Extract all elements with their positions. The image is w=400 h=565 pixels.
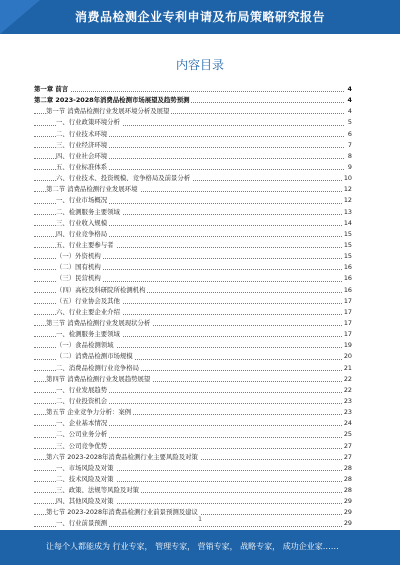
toc-entry-page: 29 — [343, 508, 352, 517]
toc-entry-title: 第二章 2023-2028年消费品检测市场展望及趋势预测 — [34, 96, 190, 105]
toc-entry-title: 三、行业收入规模 — [56, 218, 108, 227]
dot-leader — [34, 91, 344, 92]
toc-entry-page: 16 — [343, 274, 352, 283]
toc-entry-page: 21 — [343, 363, 352, 372]
table-of-contents — [34, 84, 352, 541]
toc-entry[interactable] — [34, 184, 352, 195]
toc-entry-title: 三、公司竞争优势 — [56, 441, 108, 450]
toc-entry[interactable] — [34, 496, 352, 507]
toc-entry-page: 4 — [347, 107, 352, 116]
toc-entry[interactable] — [34, 329, 352, 340]
toc-entry[interactable] — [34, 95, 352, 106]
toc-entry-title: （一）食品检测领域 — [56, 341, 114, 350]
toc-entry-title: 二、行业投资机会 — [56, 396, 108, 405]
toc-entry[interactable] — [34, 429, 352, 440]
toc-entry[interactable] — [34, 262, 352, 273]
toc-entry[interactable] — [34, 463, 352, 474]
toc-entry-page: 17 — [343, 318, 352, 327]
toc-entry-page: 13 — [343, 207, 352, 216]
toc-entry[interactable] — [34, 318, 352, 329]
toc-entry-page: 5 — [347, 118, 352, 127]
toc-entry[interactable] — [34, 173, 352, 184]
toc-entry[interactable] — [34, 285, 352, 296]
toc-entry-title: 第一节 消费品检测行业发展环境分析及展望 — [46, 107, 170, 116]
toc-entry[interactable] — [34, 229, 352, 240]
footer-slogan: 让每个人都能成为 行业专家， 管理专家， 营销专家， 战略专家， 成功企业家…… — [46, 542, 339, 551]
toc-entry-title: 第二节 消费品检测行业发展环境 — [46, 185, 138, 194]
toc-entry-page: 15 — [343, 229, 352, 238]
toc-entry-title: 四、其他风险及对策 — [56, 497, 114, 506]
toc-entry-page: 27 — [343, 441, 352, 450]
toc-entry-page: 6 — [347, 129, 352, 138]
toc-entry-page: 17 — [343, 296, 352, 305]
toc-entry[interactable] — [34, 485, 352, 496]
toc-entry-title: 三、政策、法规等风险及对策 — [56, 486, 140, 495]
toc-entry[interactable] — [34, 195, 352, 206]
toc-entry-page: 12 — [343, 185, 352, 194]
toc-entry[interactable] — [34, 129, 352, 140]
toc-entry-title: 五、行业主要参与者 — [56, 240, 114, 249]
toc-entry[interactable] — [34, 240, 352, 251]
toc-entry-title: （一）外资机构 — [56, 252, 101, 261]
toc-entry-title: （四）高校及科研院所检测机构 — [56, 285, 146, 294]
toc-entry[interactable] — [34, 273, 352, 284]
toc-entry[interactable] — [34, 162, 352, 173]
toc-entry-page: 17 — [343, 307, 352, 316]
toc-entry-title: 一、企业基本情况 — [56, 419, 108, 428]
toc-entry-page: 23 — [343, 408, 352, 417]
toc-entry-title: 一、行业政策环境分析 — [56, 118, 120, 127]
toc-entry-page: 16 — [343, 263, 352, 272]
toc-entry-page: 28 — [343, 486, 352, 495]
toc-entry-title: 五、行业标准体系 — [56, 162, 108, 171]
toc-entry[interactable] — [34, 396, 352, 407]
toc-entry-title: 一、行业发展趋势 — [56, 385, 108, 394]
toc-entry-title: 二、公司业务分析 — [56, 430, 108, 439]
toc-entry-page: 28 — [343, 474, 352, 483]
toc-entry-page: 4 — [347, 96, 352, 105]
toc-entry[interactable] — [34, 307, 352, 318]
toc-entry[interactable] — [34, 452, 352, 463]
toc-entry[interactable] — [34, 441, 352, 452]
toc-entry-title: （五）行业协会及其他 — [56, 296, 120, 305]
toc-entry-page: 28 — [343, 463, 352, 472]
toc-entry-page: 23 — [343, 396, 352, 405]
toc-entry-title: 二、行业技术环境 — [56, 129, 108, 138]
toc-entry[interactable] — [34, 140, 352, 151]
toc-entry[interactable] — [34, 296, 352, 307]
toc-entry-title: （二）消费品检测市场规模 — [56, 352, 133, 361]
toc-entry[interactable] — [34, 207, 352, 218]
toc-entry-title: （三）民营机构 — [56, 274, 101, 283]
toc-entry[interactable] — [34, 385, 352, 396]
toc-entry[interactable] — [34, 351, 352, 362]
toc-entry-page: 9 — [347, 162, 352, 171]
toc-entry-title: 第五节 企业竞争力分析：案例 — [46, 408, 132, 417]
toc-entry-page: 29 — [343, 497, 352, 506]
toc-entry[interactable] — [34, 363, 352, 374]
toc-entry-page: 27 — [343, 452, 352, 461]
toc-entry-page: 29 — [343, 519, 352, 528]
toc-entry-title: 四、行业社会环境 — [56, 151, 108, 160]
page-number: 1 — [198, 516, 202, 523]
toc-entry-title: 第七节 2023-2028年消费品检测行业前景预测及建议 — [46, 508, 198, 517]
toc-title: 内容目录 — [175, 58, 224, 72]
toc-entry-title: 第四节 消费品检测行业发展趋势展望 — [46, 374, 151, 383]
toc-entry-title: 第三节 消费品检测行业发展现状分析 — [46, 318, 151, 327]
toc-entry-title: 三、行业经济环境 — [56, 140, 108, 149]
toc-entry-page: 17 — [343, 330, 352, 339]
toc-entry-page: 15 — [343, 240, 352, 249]
toc-entry[interactable] — [34, 374, 352, 385]
toc-entry-page: 10 — [343, 174, 352, 183]
toc-entry-page: 24 — [343, 419, 352, 428]
toc-entry[interactable] — [34, 117, 352, 128]
toc-entry-page: 19 — [343, 341, 352, 350]
toc-entry-title: （二）国有机构 — [56, 263, 101, 272]
toc-entry-page: 22 — [343, 385, 352, 394]
toc-entry-title: 二、技术风险及对策 — [56, 474, 114, 483]
toc-entry-page: 12 — [343, 196, 352, 205]
toc-entry-title: 第一章 前言 — [34, 85, 69, 93]
toc-entry[interactable] — [34, 151, 352, 162]
toc-entry-title: 二、检测服务主要领域 — [56, 207, 120, 216]
toc-entry-page: 14 — [343, 218, 352, 227]
toc-entry-title: 一、市场风险及对策 — [56, 463, 114, 472]
toc-entry[interactable] — [34, 340, 352, 351]
toc-entry[interactable] — [34, 474, 352, 485]
toc-entry-title: 二、消费品检测行业竞争格局 — [56, 363, 140, 372]
toc-entry[interactable] — [34, 407, 352, 418]
toc-entry-page: 20 — [343, 352, 352, 361]
toc-entry-title: 六、行业主要企业介绍 — [56, 307, 120, 316]
toc-entry-page: 16 — [343, 285, 352, 294]
toc-entry[interactable] — [34, 418, 352, 429]
toc-entry[interactable] — [34, 251, 352, 262]
toc-entry[interactable] — [34, 84, 352, 95]
toc-entry[interactable] — [34, 218, 352, 229]
toc-entry-page: 7 — [347, 140, 352, 149]
toc-entry-page: 25 — [343, 430, 352, 439]
report-title: 消费品检测企业专利申请及布局策略研究报告 — [74, 10, 325, 24]
toc-entry-title: 一、检测服务主要领域 — [56, 330, 120, 339]
toc-entry-title: 四、行业竞争格局 — [56, 229, 108, 238]
toc-entry-page: 8 — [347, 151, 352, 160]
toc-entry-page: 4 — [347, 85, 352, 93]
toc-entry-page: 15 — [343, 252, 352, 261]
toc-entry-title: 六、行业技术、投资规模、竞争格局及前景分析 — [56, 174, 191, 183]
toc-entry[interactable] — [34, 106, 352, 117]
toc-entry-title: 一、行业市场概况 — [56, 196, 108, 205]
toc-entry-title: 第六节 2023-2028年消费品检测行业主要风险及对策 — [46, 452, 198, 461]
toc-entry-page: 22 — [343, 374, 352, 383]
toc-entry-title: 一、行业前景预测 — [56, 519, 108, 528]
